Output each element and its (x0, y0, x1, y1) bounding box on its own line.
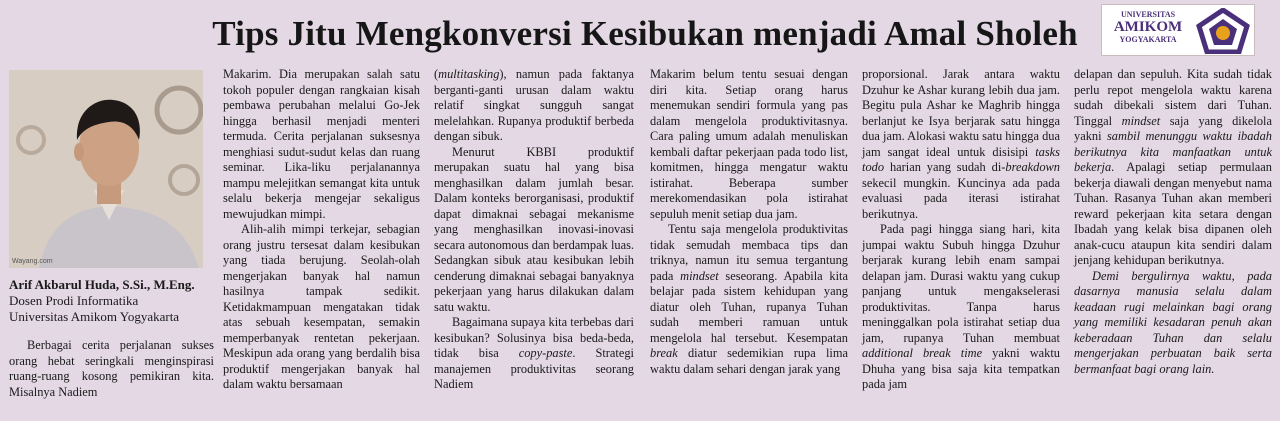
paragraph: (multitasking), namun pada faktanya berganti-ganti urusan dalam waktu relatif singkat sungguh sangat melelahkan. Rupanya produktif berbeda dengan sibuk. (434, 67, 634, 143)
photo-credit: Wayang.com (12, 258, 53, 265)
paragraph: Bagaimana supaya kita terbebas dari kesibukan? Solusinya bisa beda-beda, tidak bisa copy-paste. Strategi manajemen produktivitas seorang Nadiem (434, 315, 634, 391)
paragraph: Makarim belum tentu sesuai dengan diri kita. Setiap orang harus menemukan sendiri formula yang pas dalam mengelola produktivitasnya. Cara paling umum adalah menuliskan kembali daftar pekerjaan pada todo list, komitmen, hingga mengatur waktu istirahat. Beberapa sumber merekomendasikan pola istirahat sepuluh menit setiap dua jam. (650, 67, 848, 221)
author-portrait-icon (9, 70, 203, 268)
amikom-logo (1101, 4, 1255, 56)
article-column-2 (223, 67, 420, 393)
author-role: Dosen Prodi Informatika (9, 293, 139, 308)
article-column-6 (1074, 67, 1272, 377)
article-column-5 (862, 67, 1060, 393)
paragraph: proporsional. Jarak antara waktu Dzuhur ke Ashar kurang lebih dua jam. Begitu pula Ashar ke Maghrib hingga berlanjut ke Isya berjarak satu hingga dua jam. Alokasi waktu satu hingga dua jam sangat ideal untuk disisipi tasks todo harian yang sudah di-breakdown sekecil mungkin. Kuncinya ada pada evaluasi pada iterasi istirahat berikutnya. (862, 67, 1060, 221)
article-column-1 (9, 338, 214, 400)
author-block (9, 277, 214, 325)
logo-line3: YOGYAKARTA (1119, 35, 1177, 44)
article-headline: Tips Jitu Mengkonversi Kesibukan menjadi Amal Sholeh (212, 14, 1078, 53)
amikom-emblem-icon (1195, 8, 1251, 54)
paragraph: Tentu saja mengelola produktivitas tidak semudah membaca tips dan triknya, namun itu semua tergantung pada mindset seseorang. Apabila kita belajar pada sistem kehidupan yang diatur oleh Tuhan, rupanya Tuhan sudah memberi ramuan untuk mengelola hal tersebut. Kesempatan break diatur sedemikian rupa lima waktu dalam sehari dengan jarak yang (650, 222, 848, 376)
paragraph: delapan dan sepuluh. Kita sudah tidak perlu repot mengelola waktu karena sudah dibekali sistem dari Tuhan. Tinggal mindset saja yang dikelola yakni sambil menunggu waktu ibadah berikutnya kita manfaatkan untuk bekerja. Apalagi setiap permulaan bekerja diawali dengan menyebut nama Tuhan. Rasanya Tuhan akan memberi reward pekerjaan kita setara dengan Ibadah yang kelak bisa dipanen oleh anak-cucu ataupun kita sendiri dalam jenjang kehidupan berikutnya. (1074, 67, 1272, 267)
author-affiliation: Universitas Amikom Yogyakarta (9, 309, 180, 324)
paragraph: Pada pagi hingga siang hari, kita jumpai waktu Subuh hingga Dzuhur berjarak kurang lebih enam sampai delapan jam. Durasi waktu yang cukup panjang untuk mengakselerasi produktivitas. Tanpa harus meninggalkan pola istirahat setiap dua jam, rupanya Tuhan membuat additional break time yakni waktu Dhuha yang bisa saja kita tempatkan pada jam (862, 222, 1060, 391)
logo-line2: AMIKOM (1113, 19, 1183, 35)
article-column-4 (650, 67, 848, 377)
logo-line1: UNIVERSITAS (1120, 10, 1176, 19)
paragraph: Alih-alih mimpi terkejar, sebagian orang justru tersesat dalam kesibukan yang tiada berujung. Seolah-olah mengerjakan banyak hal namun hasilnya tampak sedikit. Ketidakmampuan mengatakan tidak atas sebuah kesempatan, semakin memperbanyak rentetan pekerjaan. Meskipun ada orang yang berdalih bisa produktif mengerjakan banyak hal dalam waktu bersamaan (223, 222, 420, 391)
paragraph: Demi bergulirnya waktu, pada dasarnya manusia selalu dalam keadaan rugi melainkan bagi orang yang memiliki kesadaran penuh akan keberadaan Tuhan dan selalu mengerjakan perbuatan baik serta bermanfaat bagi orang lain. (1074, 268, 1272, 376)
article-column-3 (434, 67, 634, 393)
paragraph: Menurut KBBI produktif merupakan suatu hal yang bisa menghasilkan dalam jumlah besar. Dalam konteks berorganisasi, produktif dapat dimaknai sebagai mekanisme yang menghasilkan inovasi-inovasi secara autonomous dan berdampak luas. Sedangkan sibuk atau kesibukan lebih cenderung dimaknai sebagai banyaknya pekerjaan yang harus dilakukan dalam satu waktu. (434, 144, 634, 314)
paragraph: Berbagai cerita perjalanan sukses orang hebat seringkali menginspirasi ruang-ruang kosong pemikiran kita. Misalnya Nadiem (9, 338, 214, 399)
author-photo (9, 70, 203, 268)
author-name: Arif Akbarul Huda, S.Si., M.Eng. (9, 277, 195, 292)
paragraph: Makarim. Dia merupakan salah satu tokoh populer dengan rangkaian kisah pembawa perubahan melalui Go-Jek hingga berhasil menjadi menteri termuda. Cerita perjalanan suksesnya menghiasi sudut-sudut kelas dan ruang seminar. Lika-liku perjalanannya mampu melejitkan semangat kita untuk selalu bekerja mengejar sekaligus mewujudkan mimpi. (223, 67, 420, 221)
